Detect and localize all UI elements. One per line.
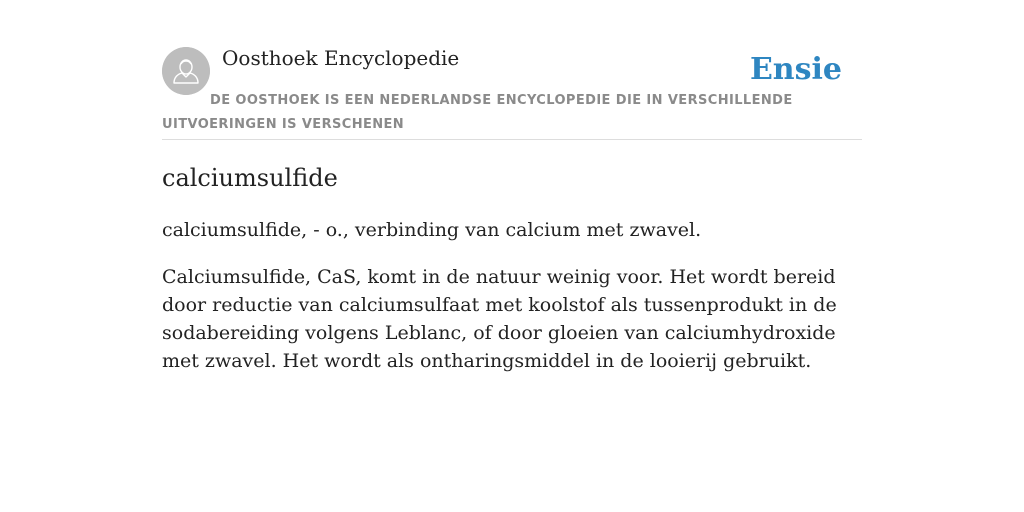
- brand-logo-link[interactable]: Ensie: [749, 52, 842, 87]
- entry-body: Calciumsulfide, CaS, komt in de natuur weinig voor. Het wordt bereid door reductie van calciumsulfaat met koolstof als tussenprodukt in de sodabereiding volgens Leblanc, of door gloeien van calciumhydroxide met zwavel. Het wordt als ontharingsmiddel in de looierij gebruikt.: [162, 266, 837, 372]
- source-description: DE OOSTHOEK IS EEN NEDERLANDSE ENCYCLOPEDIE DIE IN VERSCHILLENDE UITVOERINGEN IS VERSCHENEN: [162, 93, 793, 132]
- entry-title: calciumsulfide: [162, 164, 338, 192]
- entry-definition: calciumsulfide, - o., verbinding van calcium met zwavel.: [162, 219, 702, 241]
- source-header: [162, 46, 862, 140]
- source-title[interactable]: Oosthoek Encyclopedie: [222, 46, 460, 70]
- user-avatar-icon[interactable]: [162, 47, 210, 95]
- avatar-silhouette-icon: [162, 47, 210, 95]
- page-container: [162, 46, 862, 372]
